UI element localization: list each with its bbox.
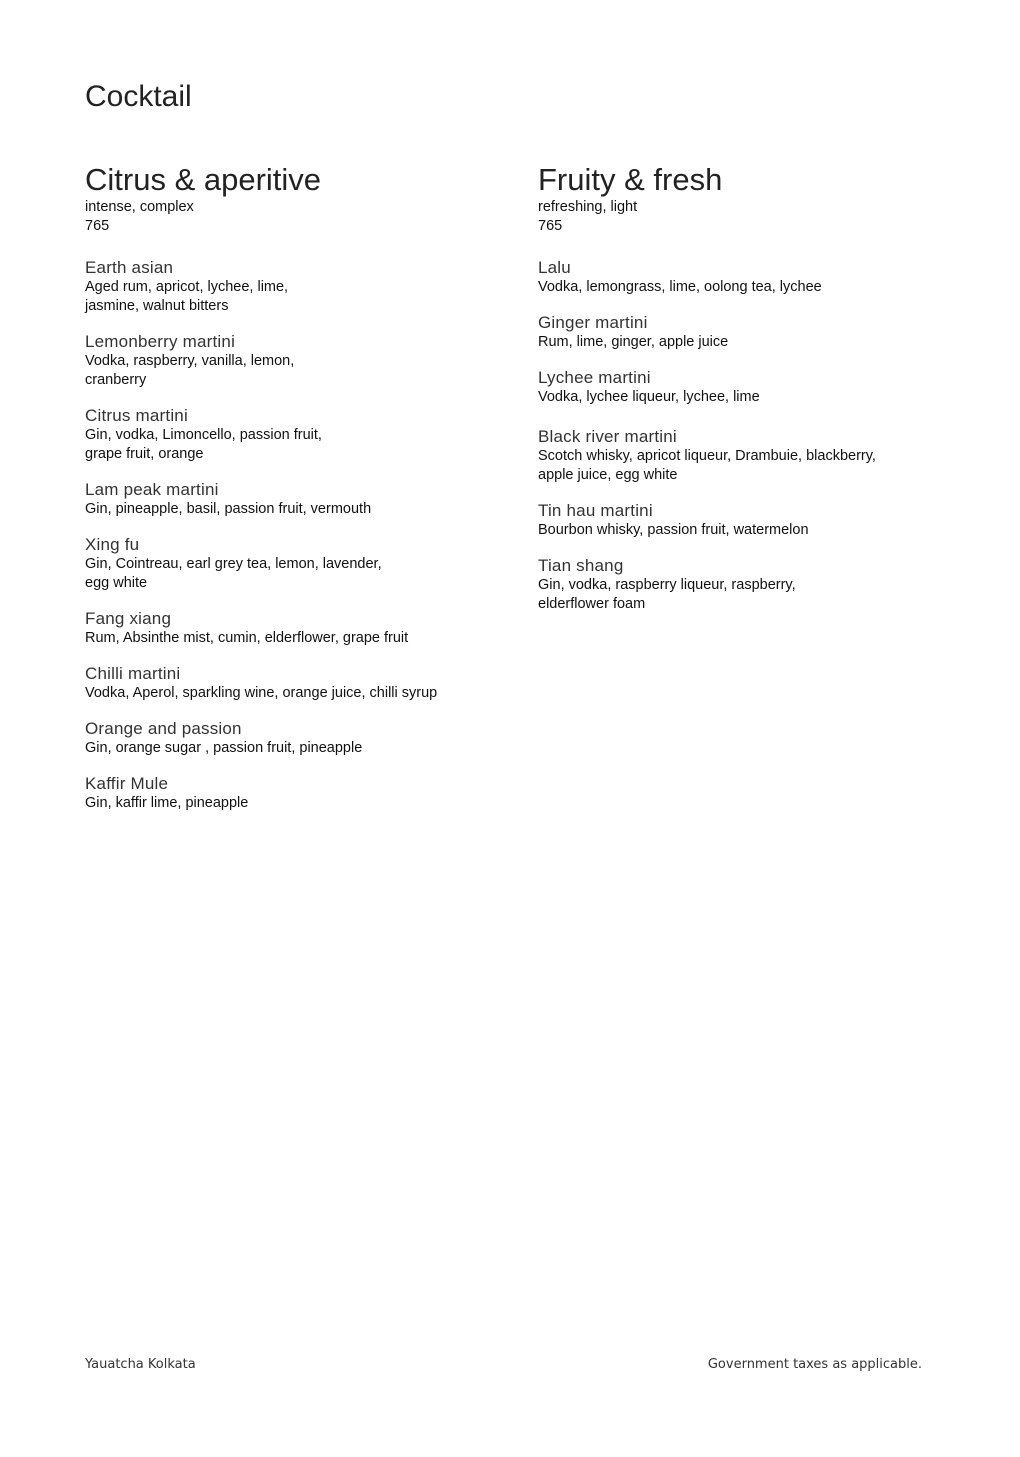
menu-item-name: Fang xiang	[85, 609, 172, 628]
section-citrus-aperitive	[85, 162, 505, 829]
menu-item	[85, 719, 505, 758]
menu-item-name: Lam peak martini	[85, 480, 219, 499]
section-price: 765	[538, 218, 563, 234]
menu-item-list	[538, 258, 958, 614]
menu-item	[85, 258, 505, 316]
menu-item-ingredients: Gin, vodka, Limoncello, passion fruit, grape fruit, orange	[85, 427, 322, 462]
menu-item-name: Kaffir Mule	[85, 774, 169, 793]
menu-item	[85, 664, 505, 703]
menu-item-ingredients: Scotch whisky, apricot liqueur, Drambuie, blackberry, apple juice, egg white	[538, 448, 876, 483]
page-title: Cocktail	[85, 80, 192, 113]
menu-item	[85, 332, 505, 390]
footer-venue: Yauatcha Kolkata	[85, 1357, 196, 1372]
menu-item-name: Chilli martini	[85, 664, 181, 683]
footer-tax-note: Government taxes as applicable.	[707, 1357, 922, 1372]
menu-item-name: Lemonberry martini	[85, 332, 236, 351]
menu-item	[538, 501, 958, 540]
menu-item-ingredients: Vodka, lemongrass, lime, oolong tea, lychee	[538, 279, 822, 295]
menu-item	[85, 406, 505, 464]
menu-item-name: Tin hau martini	[538, 501, 653, 520]
menu-item-ingredients: Vodka, lychee liqueur, lychee, lime	[538, 389, 760, 405]
menu-item	[85, 535, 505, 593]
menu-item-name: Lychee martini	[538, 368, 651, 387]
section-title: Citrus & aperitive	[85, 162, 322, 197]
menu-item	[85, 480, 505, 519]
menu-item-name: Xing fu	[85, 535, 140, 554]
menu-item-ingredients: Rum, Absinthe mist, cumin, elderflower, grape fruit	[85, 630, 409, 646]
menu-item-list	[85, 258, 505, 813]
menu-item	[538, 556, 958, 614]
menu-item	[538, 313, 958, 352]
menu-item-ingredients: Rum, lime, ginger, apple juice	[538, 334, 729, 350]
menu-item	[85, 774, 505, 813]
menu-item	[538, 427, 958, 485]
menu-item	[538, 368, 958, 407]
menu-item-ingredients: Gin, kaffir lime, pineapple	[85, 795, 249, 811]
section-description: intense, complex	[85, 199, 194, 215]
menu-item-name: Lalu	[538, 258, 571, 277]
section-description: refreshing, light	[538, 199, 638, 215]
menu-item-name: Earth asian	[85, 258, 174, 277]
menu-item	[85, 609, 505, 648]
menu-item-name: Orange and passion	[85, 719, 242, 738]
menu-item-ingredients: Bourbon whisky, passion fruit, watermelon	[538, 522, 809, 538]
menu-item-name: Tian shang	[538, 556, 624, 575]
menu-item-ingredients: Vodka, Aperol, sparkling wine, orange juice, chilli syrup	[85, 685, 438, 701]
menu-item-ingredients: Vodka, raspberry, vanilla, lemon, cranberry	[85, 353, 295, 388]
menu-item-ingredients: Gin, orange sugar , passion fruit, pineapple	[85, 740, 363, 756]
section-title: Fruity & fresh	[538, 162, 723, 197]
menu-item-ingredients: Gin, Cointreau, earl grey tea, lemon, lavender, egg white	[85, 556, 382, 591]
section-price: 765	[85, 218, 110, 234]
section-fruity-fresh	[538, 162, 958, 630]
menu-item-name: Ginger martini	[538, 313, 648, 332]
menu-item-ingredients: Gin, pineapple, basil, passion fruit, vermouth	[85, 501, 372, 517]
menu-item-name: Citrus martini	[85, 406, 188, 425]
menu-item-ingredients: Aged rum, apricot, lychee, lime, jasmine, walnut bitters	[85, 279, 289, 314]
menu-item	[538, 258, 958, 297]
menu-item-ingredients: Gin, vodka, raspberry liqueur, raspberry, elderflower foam	[538, 577, 796, 612]
menu-item-name: Black river martini	[538, 427, 677, 446]
